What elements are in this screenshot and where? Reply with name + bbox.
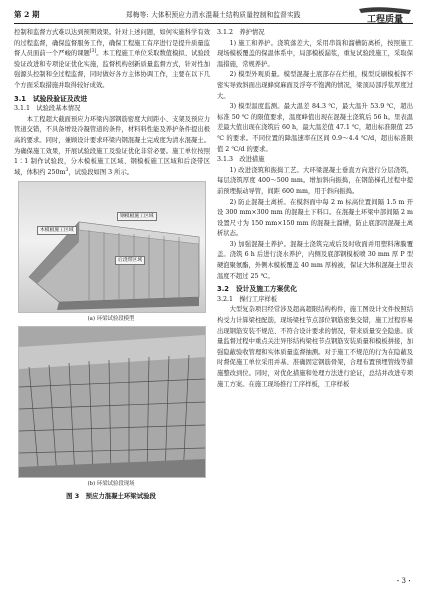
header-rule [14,23,413,24]
test-segment-site-photo [18,326,206,478]
paragraph: 3) 加强混凝土养护。混凝土浇筑完成后及时收面并用塑料薄膜覆盖。浇筑 6 h 后进行浇水养护，内侧及底部钢模板喷 30 mm 厚 P 型硬泡聚氨酯，外侧木模板覆盖 40 mm 厚棉被，保证大体积混凝土里表温度不超过 25 ℃。 [217,240,413,280]
paragraph: 大型复杂项目经常涉及超高超限结构构件，施工图设计文件按照结构受力计算梁柱配筋，现场梁柱节点部位钢筋密集交错，施工过程容易出现钢筋安装不规范、不符合设计要求的情况，带来质量安全隐患。质量监督过程中重点关注异形结构梁柱节点钢筋安装质量和模板拼接，加强隐蔽验收管理和实体质量监督抽测。对于施工不规范的行为在隐蔽及时督促施工单位采用并基、准确固定钢筋骨架，合理布置预埋管线等措施整改到位。同时，对优化措施和处理方法进行论证，总结并改进专项施工方案。在施工现场推行工序样板，工序样板 [217,306,413,388]
figure-3-caption: 图 3 预应力混凝土环梁试验段 [66,492,156,501]
figure-3b-caption: (b) 环梁试验段现场 [87,481,135,488]
paragraph: 1) 施工和养护。浇筑落差大，采用串筒和溜槽防离析，按照施工现场模板覆盖的保温体系中，局部模板漏浆，重复试验段施工，采取保温措施，常规养护。 [217,39,413,68]
subsection-heading-3-1-3: 3.1.3 改进措施 [217,156,265,164]
section-heading-3-1: 3.1 试验段验证及改进 [14,94,88,103]
svg-text:工程质量: 工程质量 [367,15,404,25]
paragraph: 3) 模型温度监测。最大温差 84.3 ℃，最大温升 53.9 ℃，超出标准 50 ℃ 的限值要求，温度峰值出现在混凝土浇筑后 56 h。里表温差最大值出现在浇筑后 60 h，最大温差值 47.1 ℃，超出标准限值 25 ℃ 的要求。不同位置的降温速率在区间 0.9～4.4 ℃/d，超出标准限值 2 ℃/d 的要求。 [217,103,413,153]
paragraph: 控制和监督方式难以达到预期效果。针对上述问题，如何实施科学有效的过程监督，确保监督服务工作，确保工程施工有序进行是提升质量监督人员面前一个严峻的课题[3]。本工程施工单位采取数值模拟、试验段验证改进和专项论证优化实施，监督机构创新质量监督方式，针对性加强源头控制和全过程监督，同时做好各方主体协调工作，主要在以下几个方面采取措施并取得较好成效。 [14,29,211,89]
figure-3 [18,181,204,502]
running-title: 郑梅等: 大体积预应力清水混凝土结构质量控制和监督实践 [126,11,301,19]
issue-number: 第 2 期 [14,10,40,19]
page-number: ・3・ [394,577,413,585]
page-header [14,8,413,25]
figure-3a-caption: (a) 环梁试验段模型 [87,316,135,323]
label-steel-formwork: 钢模板施工区域 [117,212,157,221]
section-heading-3-2: 3.2 设计及施工方案优化 [217,285,298,294]
citation: [3] [89,49,97,55]
subsection-heading-3-1-2: 3.1.2 养护情况 [217,29,265,36]
paragraph: 2) 防止混凝土离析。在模斜面中每 2 m 标高位置间隔 1.5 m 开设 300 mm×300 mm 的混凝土下料口。在混凝土环梁中部间隔 2 m 设置尺寸为 150 mm×150 mm 的混凝土溜槽，防止底部因混凝土离析状态。 [217,198,413,238]
paragraph: 1) 改进浇筑和振捣工艺。大环梁混凝土垂直方向进行分层浇筑，每层浇筑厚度 400～500 mm。增加斜向振捣，在钢筋梯孔过程中提前预埋振动导管，间距 600 mm，用于斜向振捣。 [217,166,413,195]
paragraph: 2) 模型外观质量。模型混凝土底部存在烂根，模型反刷模板挥不密实导致斜面出现蜂窝麻面及浮夸不饱满的情况，梁顶局部浮浆厚度过大。 [217,71,413,100]
subsection-heading-3-2-1: 3.2.1 操行工序样板 [217,295,278,303]
test-segment-model-image [18,181,206,313]
label-post-cast-strip: 后浇带区域 [115,256,145,265]
left-column [14,28,210,502]
paragraph: 本工程超大截面预应力环梁内部钢筋密度大间距小、支架及预应力管道交错，不具备增设冷凝管道的条件，材料料性能及养护条件提出极高的要求。同时，兼顾设计要求环梁内钢混凝土完成度为清水混凝土。为确保施工效果，开展试验段施工及验证优化非常必要。施工单位按照 1∶1 制作试验段，分木模板施工区域、钢模板施工区域和后浇带区域，体积约 $250m^3$，试验段如图 3 所示。 [14,115,210,176]
subsection-heading-3-1-1: 3.1.1 试验段基本情况 [14,105,81,113]
label-wood-formwork: 木模板施工区域 [37,226,77,235]
right-column [217,28,413,390]
